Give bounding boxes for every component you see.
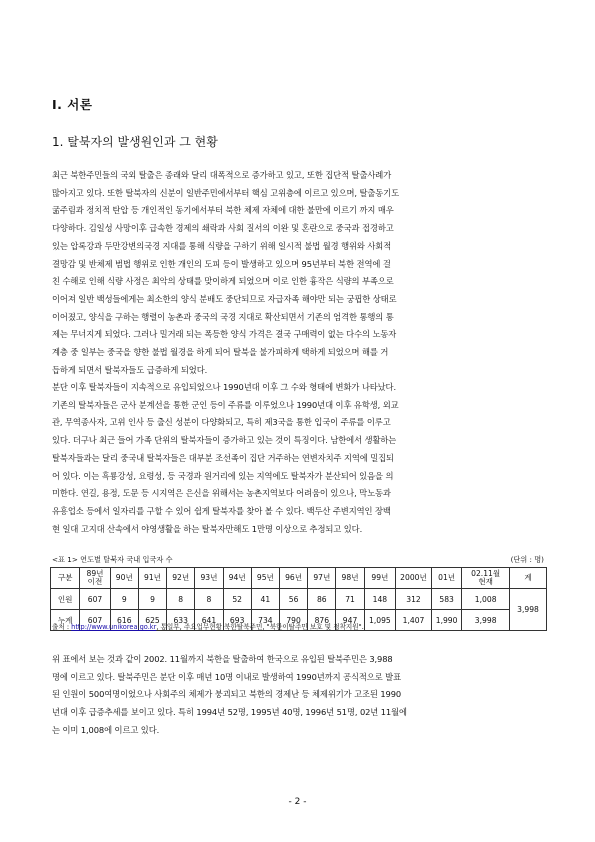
source-suffix: , 통일부, 주요업무현황 북한탈북주민, "북한이탈주민 보호 및 정착지원". [156, 623, 364, 631]
table-header-cell: 95년 [251, 568, 279, 589]
table-cell: 312 [396, 589, 432, 610]
table-row [51, 589, 547, 610]
text-line: 기존의 탈북자들은 군사 분계선을 통한 군인 등이 주류를 이루었으나 1990년대 이후 유학생, 외교 [52, 399, 399, 410]
page-number: - 2 - [288, 797, 307, 807]
text-line: 계층 중 일부는 중국을 향한 불법 월경을 하게 되어 탈북을 불가피하게 택하게 되었으며 해를 거 [52, 347, 389, 358]
text-line: 현 일대 고지대 산속에서 야영생활을 하는 탈북자만해도 1만명 이상으로 추정되고 있다. [52, 523, 363, 534]
table-header-cell: 89년 이전 [80, 568, 110, 589]
table-cell: 9 [110, 589, 138, 610]
text-line: 이어졌고, 양식을 구하는 행렬이 농촌과 중국의 국경 지대로 확산되면서 기존의 엄격한 통행의 통 [52, 311, 394, 322]
table-cell: 607 [80, 610, 110, 631]
table-header-cell: 구분 [51, 568, 80, 589]
text-line: 있는 압록강과 두만강변의국경 지대를 통해 식량을 구하기 위해 일시적 불법 월경 행위와 사회적 [52, 240, 392, 251]
text-line: 미한다. 연길, 용정, 도문 등 시지역은 은신을 위해서는 농촌지역보다 어려움이 있으나, 막노동과 [52, 488, 391, 499]
table-cell: 876 [308, 610, 336, 631]
table-cell: 947 [336, 610, 364, 631]
table-cell: 1,407 [396, 610, 432, 631]
paragraph-2 [52, 379, 546, 538]
text-line: 유흥업소 등에서 일자리를 구할 수 있어 쉽게 탈북자를 찾아 볼 수 있다. 백두산 주변지역인 장백 [52, 505, 391, 516]
table-header-cell: 2000년 [396, 568, 432, 589]
row-label: 누계 [51, 610, 80, 631]
text-line: 제는 무너지게 되었다. 그러나 밀거래 되는 폭등한 양식 가격은 결국 구매력이 없는 다수의 노동자 [52, 329, 397, 340]
source-note [52, 621, 364, 631]
table-header-cell: 93년 [195, 568, 223, 589]
text-line: 분단 이후 탈북자들이 지속적으로 유입되었으나 1990년대 이후 그 수와 형태에 변화가 나타났다. [52, 382, 397, 392]
text-line: 결망감 및 반체제 범법 행위로 인한 개인의 도피 등이 발생하고 있으며 95년부터 북한 전역에 걸 [52, 258, 391, 269]
table-cell: 148 [364, 589, 395, 610]
text-line: 명에 이르고 있다. 탈북주민은 분단 이후 매년 10명 이내로 발생하여 1990년까지 공식적으로 발표 [52, 671, 401, 682]
table-header-cell: 97년 [308, 568, 336, 589]
total-cell: 3,998 [510, 589, 547, 631]
table-cell: 71 [336, 589, 364, 610]
table-header-cell: 01년 [431, 568, 461, 589]
table-header-row [51, 568, 547, 589]
text-line: 최근 북한주민들의 국외 탈출은 종래와 달리 대폭적으로 증가하고 있고, 또한 집단적 탈출사례가 [52, 170, 392, 180]
text-line: 년대 이후 급증추세를 보이고 있다. 특히 1994년 52명, 1995년 40명, 1996년 51명, 02년 11월에 [52, 707, 407, 718]
table-cell: 86 [308, 589, 336, 610]
table-header-cell: 91년 [138, 568, 166, 589]
table-cell: 52 [223, 589, 251, 610]
text-line: 많아지고 있다. 또한 탈북자의 신분이 일반주민에서부터 핵심 고위층에 이르고 있으며, 탈출동기도 [52, 187, 400, 198]
source-prefix: 출처 : [52, 623, 72, 631]
table-cell: 3,998 [462, 610, 510, 631]
table-header-cell: 90년 [110, 568, 138, 589]
table-header-cell: 99년 [364, 568, 395, 589]
text-line: 위 표에서 보는 것과 같이 2002. 11월까지 북한을 탈출하여 한국으로 유입된 탈북주민은 3,988 [52, 654, 393, 664]
table-cell: 1,990 [431, 610, 461, 631]
table-header-cell: 98년 [336, 568, 364, 589]
table-cell: 607 [80, 589, 110, 610]
table-cell: 1,095 [364, 610, 395, 631]
table-cell: 734 [251, 610, 279, 631]
table-cell: 9 [138, 589, 166, 610]
table-cell: 41 [251, 589, 279, 610]
paragraph-3 [52, 651, 546, 740]
table-cell: 641 [195, 610, 223, 631]
table-cell: 633 [167, 610, 195, 631]
subsection-title: 1. 탈북자의 발생원인과 그 현황 [52, 135, 218, 149]
text-line: 듭하게 되면서 탈북자들도 급증하게 되었다. [52, 364, 208, 375]
table-header-cell: 계 [510, 568, 547, 589]
table-cell: 616 [110, 610, 138, 631]
text-line: 어 있다. 이는 흑룡강성, 요령성, 등 국경과 원거리에 있는 지역에도 탈북자가 분산되어 있음을 의 [52, 470, 394, 481]
text-line: 있다. 더구나 최근 들어 가족 단위의 탈북자들이 증가하고 있는 것이 특징이다. 남한에서 생활하는 [52, 435, 397, 446]
table-cell: 625 [138, 610, 166, 631]
table-cell: 56 [279, 589, 307, 610]
table-header-cell: 92년 [167, 568, 195, 589]
text-line: 관, 무역종사자, 고위 인사 등 출신 성분이 다양화되고, 특히 제3국을 통한 입국이 주류를 이루고 [52, 417, 391, 428]
text-line: 는 이미 1,008에 이르고 있다. [52, 724, 160, 735]
table-cell: 790 [279, 610, 307, 631]
text-line: 친 수해로 인해 식량 사정은 최악의 상태를 맞이하게 되었으며 이로 인한 흉작은 식량의 부족으로 [52, 276, 394, 287]
text-line: 된 인원이 500여명이었으나 사회주의 체제가 붕괴되고 북한의 경제난 등 체제위기가 고조된 1990 [52, 689, 402, 700]
table-unit: (단위 : 명) [510, 555, 544, 564]
text-line: 다양하다. 김일성 사망이후 급속한 경제의 쇄락과 사회 질서의 이완 및 혼란으로 중국과 접경하고 [52, 223, 394, 234]
table-header-cell: 96년 [279, 568, 307, 589]
text-line: 굶주림과 정치적 탄압 등 개인적인 동기에서부터 북한 체제 자체에 대한 불만에 이르기 까지 매우 [52, 205, 394, 216]
table-cell: 1,008 [462, 589, 510, 610]
table-cell: 8 [195, 589, 223, 610]
table-cell: 583 [431, 589, 461, 610]
row-label: 인원 [51, 589, 80, 610]
text-line: 이어져 일반 백성들에게는 최소한의 양식 분배도 중단되므로 자급자족 해야만 되는 궁핍한 상태로 [52, 293, 397, 304]
table-header-cell: 94년 [223, 568, 251, 589]
table-header-cell: 02.11월 현재 [462, 568, 510, 589]
section-title: Ⅰ. 서론 [52, 97, 93, 112]
text-line: 탈북자들과는 달리 중국내 탈북자들은 대부분 조선족이 집단 거주하는 연변자치주 지역에 밀집되 [52, 452, 394, 463]
table-caption: <표 1> 연도별 탈북자 국내 입국자 수 [52, 555, 173, 564]
paragraph-1 [52, 167, 546, 379]
table-cell: 693 [223, 610, 251, 631]
source-link[interactable]: http://www.unikorea.go.kr [71, 623, 157, 631]
table-cell: 8 [167, 589, 195, 610]
